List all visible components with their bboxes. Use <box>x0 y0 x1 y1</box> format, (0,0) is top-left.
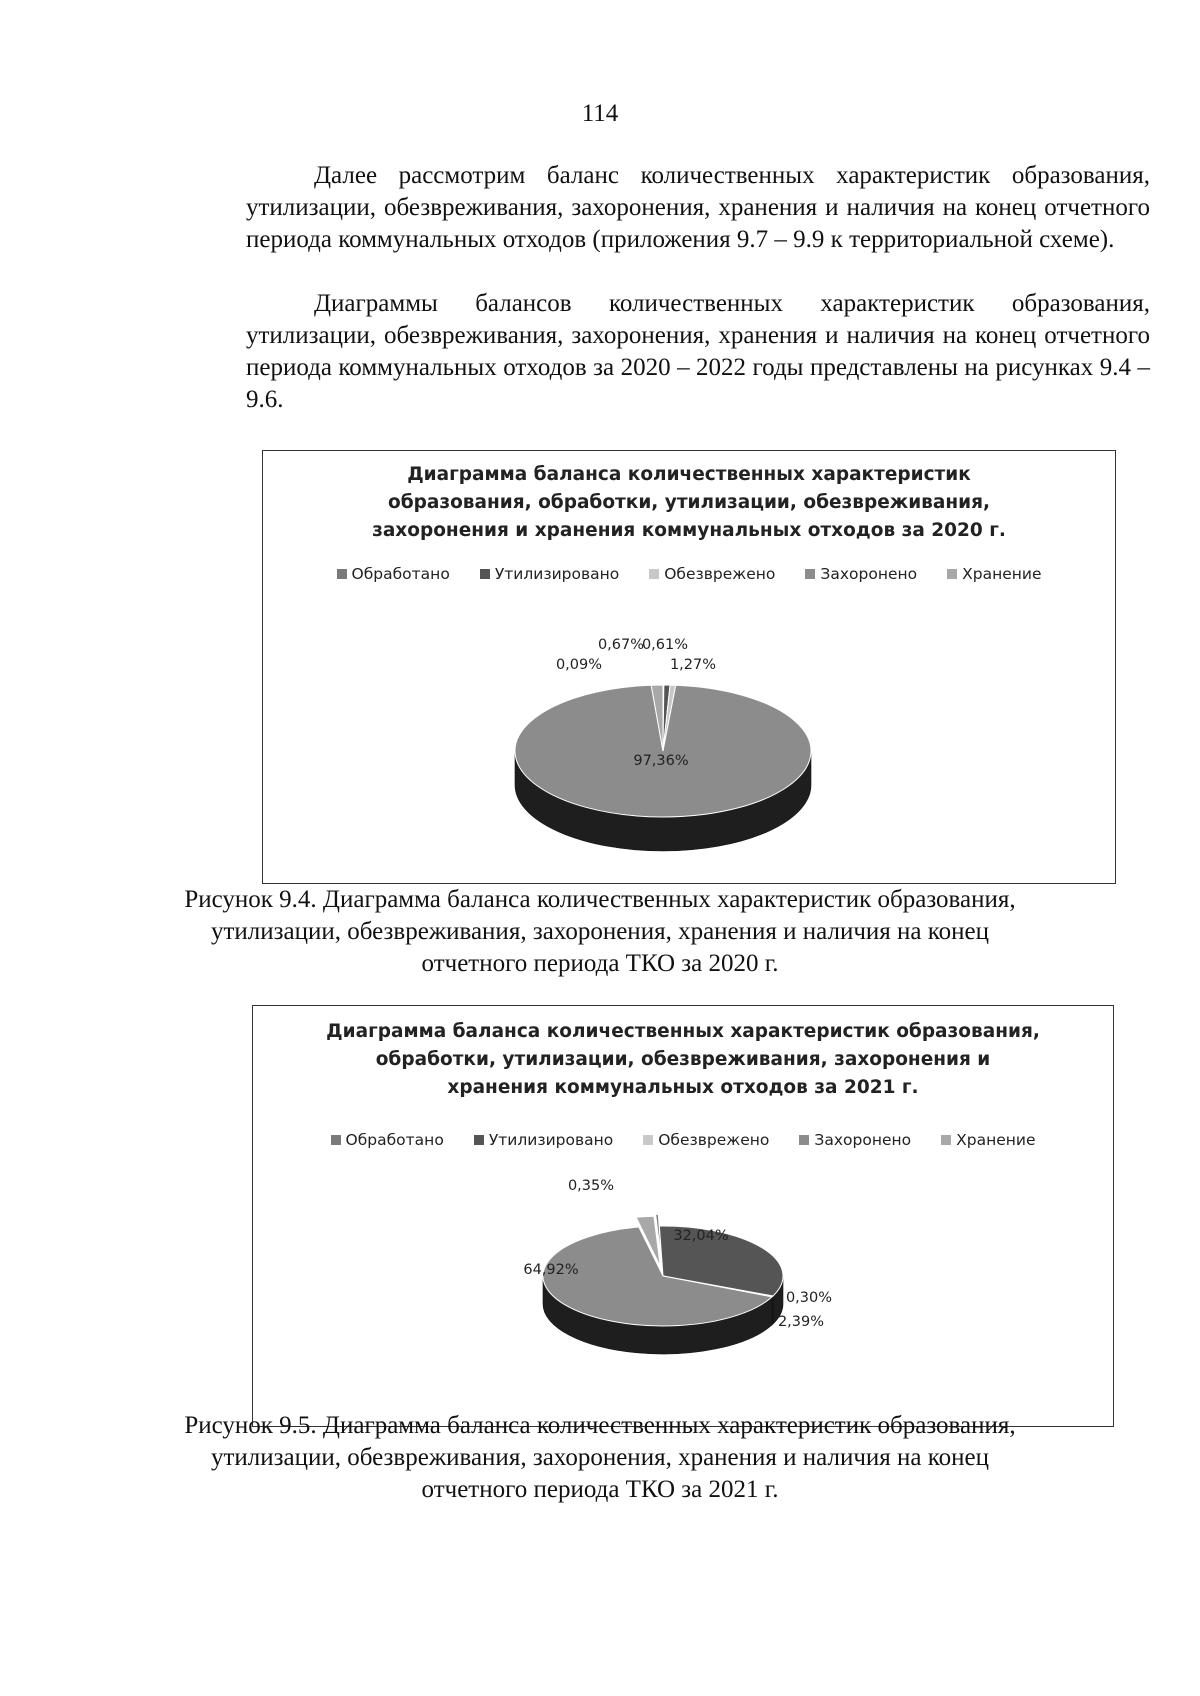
legend-swatch <box>947 569 957 579</box>
page-number: 114 <box>581 100 619 127</box>
paragraph-text: Далее рассмотрим баланс количественных характеристик образования, утилизации, обезвреживания, захоронения, хранения и наличия на конец отчетного периода коммунальных отходов (приложения 9.7 – 9.9 к территориальной схеме). <box>246 162 1150 253</box>
figure-caption-9-4 <box>0 884 1200 980</box>
legend-swatch <box>474 1135 484 1145</box>
pie-chart-2021 <box>253 1166 1113 1416</box>
legend-swatch <box>799 1135 809 1145</box>
figure-caption-9-5 <box>0 1410 1200 1506</box>
chart-2020 <box>262 450 1116 884</box>
legend-label: Обезврежено <box>658 1131 770 1149</box>
legend-swatch <box>805 569 815 579</box>
legend-label: Утилизировано <box>494 565 620 583</box>
paragraph-text: Диаграммы балансов количественных характеристик образования, утилизации, обезвреживания, захоронения, хранения и наличия на конец отчетного периода коммунальных отходов за 2020 – 2022 годы представлены на рисунках 9.4 – 9.6. <box>246 290 1150 413</box>
chart-2021 <box>252 1005 1114 1427</box>
legend-item <box>480 565 619 583</box>
chart-title <box>263 461 1115 545</box>
pie-data-label: 32,04% <box>673 1228 729 1244</box>
pie-data-label: 2,39% <box>777 1314 825 1330</box>
pie-data-label: 0,35% <box>567 1178 615 1194</box>
legend-swatch <box>941 1135 951 1145</box>
chart-legend <box>253 1131 1113 1149</box>
legend-item <box>941 1131 1035 1149</box>
chart-title-line: Диаграмма баланса количественных характеристик <box>407 464 971 485</box>
caption-line: Рисунок 9.4. Диаграмма баланса количественных характеристик образования, <box>184 886 1016 913</box>
pie-data-label: 97,36% <box>633 753 689 769</box>
body-paragraph-2 <box>246 288 1150 416</box>
legend-label: Утилизировано <box>488 1131 614 1149</box>
legend-item <box>337 565 450 583</box>
pie-data-label: 1,27% <box>669 657 717 673</box>
pie-top <box>543 1214 783 1326</box>
pie-data-label: 0,09% <box>555 657 603 673</box>
chart-title-line: хранения коммунальных отходов за 2021 г. <box>447 1077 919 1098</box>
legend-swatch <box>480 569 490 579</box>
legend-item <box>649 565 775 583</box>
pie-data-label: 64,92% <box>523 1262 579 1278</box>
legend-item <box>643 1131 769 1149</box>
chart-title-line: обработки, утилизации, обезвреживания, захоронения и <box>375 1049 991 1070</box>
pie-chart-2020 <box>263 601 1115 881</box>
legend-label: Захоронено <box>814 1131 912 1149</box>
legend-swatch <box>643 1135 653 1145</box>
chart-title <box>253 1018 1113 1102</box>
caption-line: утилизации, обезвреживания, захоронения, хранения и наличия на конец <box>211 918 989 945</box>
legend-label: Хранение <box>962 565 1042 583</box>
legend-item <box>474 1131 613 1149</box>
legend-label: Обработано <box>351 565 450 583</box>
caption-line: отчетного периода ТКО за 2020 г. <box>421 950 779 977</box>
legend-swatch <box>337 569 347 579</box>
legend-label: Хранение <box>956 1131 1036 1149</box>
pie-data-label: 0,61% <box>641 637 689 653</box>
chart-title-line: Диаграмма баланса количественных характеристик образования, <box>326 1021 1040 1042</box>
chart-legend <box>263 565 1115 583</box>
legend-label: Захоронено <box>820 565 918 583</box>
legend-item <box>805 565 917 583</box>
legend-label: Обработано <box>345 1131 444 1149</box>
caption-line: утилизации, обезвреживания, захоронения, хранения и наличия на конец <box>211 1444 989 1471</box>
legend-item <box>947 565 1041 583</box>
legend-item <box>799 1131 911 1149</box>
caption-line: отчетного периода ТКО за 2021 г. <box>421 1476 779 1503</box>
body-paragraph-1 <box>246 160 1150 256</box>
legend-item <box>331 1131 444 1149</box>
legend-swatch <box>649 569 659 579</box>
pie-top <box>515 685 811 817</box>
legend-swatch <box>331 1135 341 1145</box>
caption-line: Рисунок 9.5. Диаграмма баланса количественных характеристик образования, <box>184 1412 1016 1439</box>
legend-label: Обезврежено <box>664 565 776 583</box>
chart-title-line: захоронения и хранения коммунальных отходов за 2020 г. <box>372 520 1006 541</box>
pie-data-label: 0,30% <box>785 1290 833 1306</box>
chart-title-line: образования, обработки, утилизации, обезвреживания, <box>387 492 991 513</box>
pie-data-label: 0,67% <box>597 637 645 653</box>
